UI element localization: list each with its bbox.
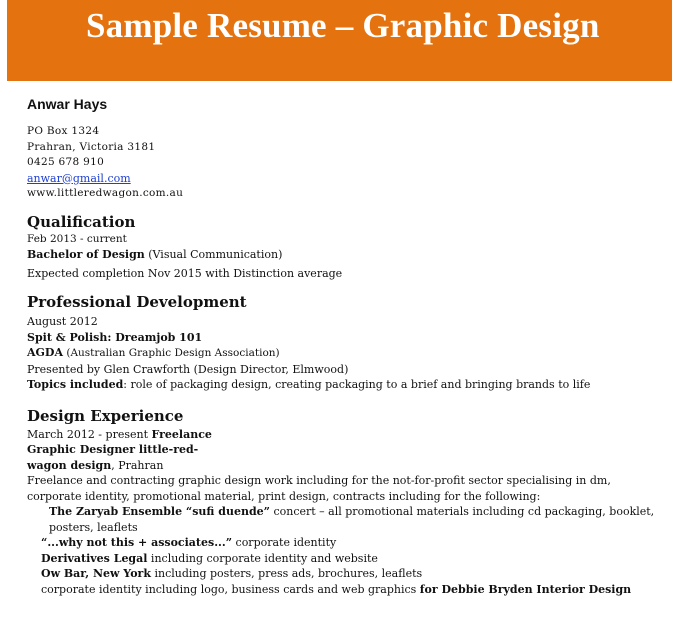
de-item-4-text: including posters, press ads, brochures, leaflets [150, 567, 423, 580]
pd-org-line [27, 345, 667, 362]
de-item-1-title: The Zaryab Ensemble “sufi duende” [49, 505, 270, 518]
de-item-5-client: for Debbie Bryden Interior Design [419, 582, 632, 596]
professional-development-section [27, 292, 667, 393]
de-item-5 [27, 582, 667, 598]
de-item-4-title: Ow Bar, New York [41, 567, 151, 580]
de-item-2-text: corporate identity [232, 536, 337, 549]
qualification-degree-line [27, 247, 667, 263]
pd-event: Spit & Polish: Dreamjob 101 [27, 330, 203, 344]
page-title: Sample Resume – Graphic Design [86, 6, 600, 45]
pd-topics-label: Topics included [27, 378, 124, 391]
de-date: March 2012 - present [27, 427, 152, 441]
title-banner [7, 0, 672, 81]
pd-date: August 2012 [27, 315, 98, 328]
pd-org-detail: (Australian Graphic Design Association) [63, 347, 280, 359]
pd-org: AGDA [27, 346, 64, 359]
qualification-note: Expected completion Nov 2015 with Distinction average [27, 266, 343, 280]
address-line-1: PO Box 1324 [27, 125, 100, 137]
de-role-line-1: Graphic Designer little-red- [27, 443, 199, 456]
de-summary-2: corporate identity, promotional material, print design, contracts including for the following: [27, 489, 541, 503]
design-experience-heading: Design Experience [27, 406, 184, 425]
pd-topics-text: : role of packaging design, creating packaging to a brief and bringing brands to life [123, 378, 591, 391]
de-item-3-title: Derivatives Legal [41, 551, 148, 565]
qualification-date: Feb 2013 - current [27, 232, 127, 245]
contact-block [27, 124, 667, 202]
resume-body [27, 96, 667, 597]
de-item-5-text: corporate identity including logo, business cards and web graphics [41, 582, 420, 596]
degree-detail: (Visual Communication) [144, 248, 283, 261]
de-item-4 [27, 566, 667, 582]
de-item-3 [27, 551, 667, 567]
design-experience-section [27, 406, 667, 598]
phone-number: 0425 678 910 [27, 156, 105, 168]
candidate-name: Anwar Hays [27, 96, 108, 112]
de-item-1 [27, 504, 667, 520]
email-link[interactable]: anwar@gmail.com [27, 171, 131, 185]
de-role-line-2 [27, 458, 667, 474]
qualification-heading: Qualification [27, 212, 136, 231]
professional-development-heading: Professional Development [27, 293, 247, 311]
de-item-2 [27, 535, 667, 551]
pd-presenter: Presented by Glen Crawforth (Design Director, Elmwood) [27, 362, 349, 376]
de-item-1-text: concert – all promotional materials including cd packaging, booklet, [269, 505, 655, 518]
pd-topics-line [27, 377, 667, 393]
de-location: , Prahran [111, 458, 164, 472]
de-summary-1: Freelance and contracting graphic design work including for the not-for-profit sector specialising in dm, [27, 474, 611, 487]
de-item-1-cont: posters, leaflets [49, 520, 138, 534]
degree: Bachelor of Design [27, 248, 145, 261]
de-item-3-text: including corporate identity and website [147, 551, 378, 565]
de-role: wagon design [27, 458, 112, 472]
de-date-line [27, 427, 667, 443]
qualification-section [27, 212, 667, 282]
de-item-2-title: “...why not this + associates...” [41, 536, 233, 549]
website: www.littleredwagon.com.au [27, 187, 184, 199]
address-line-2: Prahran, Victoria 3181 [27, 140, 156, 153]
de-type: Freelance [151, 427, 212, 441]
